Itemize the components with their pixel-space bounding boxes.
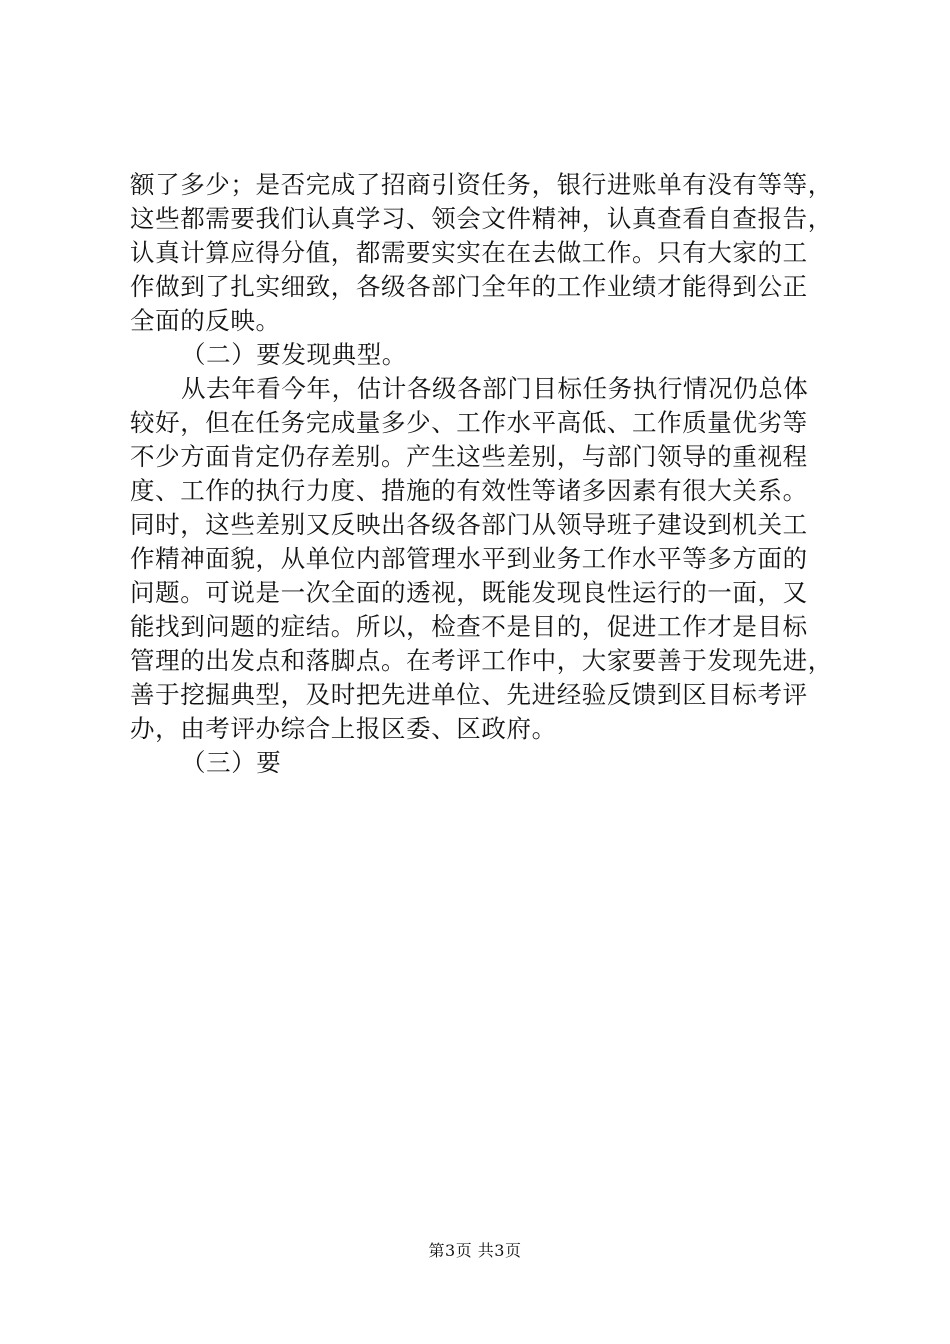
text-line: 管理的出发点和落脚点。在考评工作中，大家要善于发现先进， <box>130 646 833 675</box>
paragraph-first-line: 从去年看今年，估计各级各部门目标任务执行情况仍总体 <box>181 374 809 403</box>
text-line: 认真计算应得分值，都需要实实在在去做工作。只有大家的工 <box>130 238 808 267</box>
page-footer <box>0 1240 950 1262</box>
section-heading: （三）要 <box>181 748 282 777</box>
text-line: 能找到问题的症结。所以，检查不是目的，促进工作才是目标 <box>130 612 808 641</box>
text-line: 办，由考评办综合上报区委、区政府。 <box>130 714 557 743</box>
text-line: 作做到了扎实细致，各级各部门全年的工作业绩才能得到公正 <box>130 272 808 301</box>
document-body <box>130 168 833 780</box>
text-line: 额了多少；是否完成了招商引资任务，银行进账单有没有等等， <box>130 170 833 199</box>
text-line: 全面的反映。 <box>130 306 281 335</box>
text-line: 同时，这些差别又反映出各级各部门从领导班子建设到机关工 <box>130 510 808 539</box>
page-number: 第3页 共3页 <box>428 1241 522 1260</box>
text-line: 这些都需要我们认真学习、领会文件精神，认真查看自查报告， <box>130 204 833 233</box>
text-line: 不少方面肯定仍存差别。产生这些差别，与部门领导的重视程 <box>130 442 808 471</box>
text-line: 度、工作的执行力度、措施的有效性等诸多因素有很大关系。 <box>130 476 808 505</box>
text-line: 较好，但在任务完成量多少、工作水平高低、工作质量优劣等 <box>130 408 808 437</box>
section-heading: （二）要发现典型。 <box>181 340 407 369</box>
text-line: 作精神面貌，从单位内部管理水平到业务工作水平等多方面的 <box>130 544 808 573</box>
text-line: 问题。可说是一次全面的透视，既能发现良性运行的一面，又 <box>130 578 808 607</box>
text-line: 善于挖掘典型，及时把先进单位、先进经验反馈到区目标考评 <box>130 680 808 709</box>
